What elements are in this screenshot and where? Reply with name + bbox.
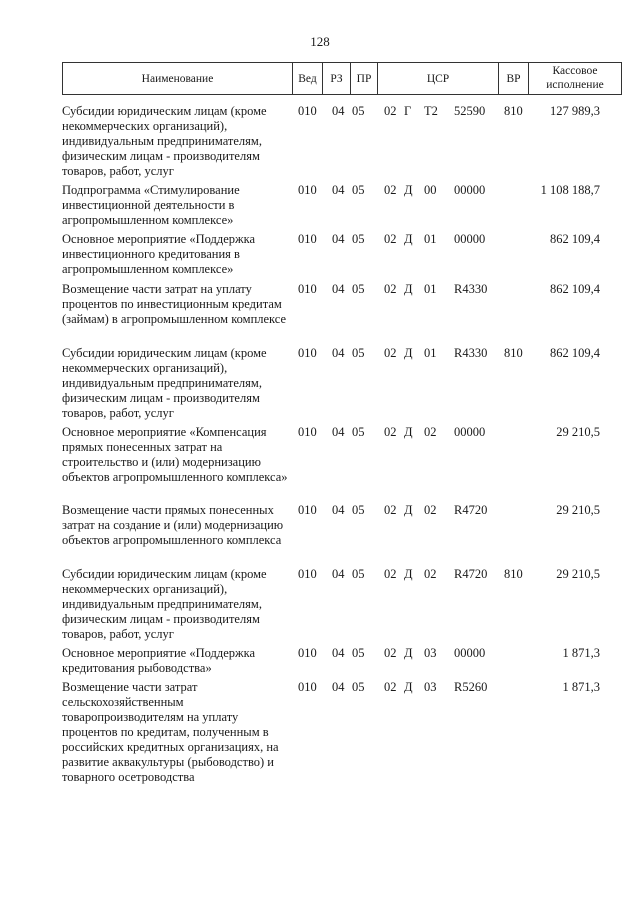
row-rz: 04 <box>332 425 345 439</box>
row-csr-direction: 00000 <box>454 425 486 439</box>
row-rz: 04 <box>332 104 345 118</box>
row-name: Основное мероприятие «Поддержка кредитования рыбоводства» <box>62 646 256 675</box>
row-name: Возмещение части прямых понесенных затрат на создание и (или) модернизацию объектов агропромышленного комплекса <box>62 503 284 547</box>
header-amount-line2: исполнение <box>546 79 604 91</box>
row-csr-subprogram: Д <box>404 425 413 439</box>
row-amount: 127 989,3 <box>550 104 600 118</box>
row-csr-subprogram: Д <box>404 346 413 360</box>
row-pr: 05 <box>352 503 365 517</box>
row-amount: 862 109,4 <box>550 232 600 246</box>
row-csr-measure: 02 <box>424 425 437 439</box>
row-ved: 010 <box>298 503 317 517</box>
header-top-border <box>62 62 622 63</box>
row-csr-subprogram: Д <box>404 503 413 517</box>
row-csr-direction: R4330 <box>454 282 488 296</box>
page-number: 128 <box>310 34 330 49</box>
header-right-border <box>621 62 622 95</box>
header-csr: ЦСР <box>426 73 450 85</box>
row-csr-subprogram: Д <box>404 646 413 660</box>
row-amount: 1 871,3 <box>562 680 600 694</box>
row-csr-subprogram: Д <box>404 680 413 694</box>
row-pr: 05 <box>352 646 365 660</box>
row-rz: 04 <box>332 232 345 246</box>
row-pr: 05 <box>352 680 365 694</box>
header-name: Наименование <box>141 73 214 85</box>
row-csr-direction: R4330 <box>454 346 488 360</box>
row-csr-measure: 03 <box>424 680 437 694</box>
row-ved: 010 <box>298 183 317 197</box>
row-pr: 05 <box>352 282 365 296</box>
row-pr: 05 <box>352 104 365 118</box>
header-rz: РЗ <box>330 73 343 85</box>
row-csr-subprogram: Д <box>404 567 413 581</box>
row-amount: 862 109,4 <box>550 282 600 296</box>
row-pr: 05 <box>352 232 365 246</box>
row-csr-program: 02 <box>384 503 397 517</box>
row-csr-measure: 02 <box>424 567 437 581</box>
row-rz: 04 <box>332 680 345 694</box>
row-vr: 810 <box>504 346 523 360</box>
row-rz: 04 <box>332 567 345 581</box>
row-csr-measure: 01 <box>424 346 437 360</box>
row-csr-measure: 01 <box>424 282 437 296</box>
row-csr-program: 02 <box>384 646 397 660</box>
row-name: Возмещение части затрат на уплату процентов по инвестиционным кредитам (займам) в агропромышленном комплексе <box>62 282 287 326</box>
row-csr-program: 02 <box>384 680 397 694</box>
row-rz: 04 <box>332 503 345 517</box>
row-name: Возмещение части затрат сельскохозяйственным товаропроизводителям на уплату процентов по кредитам, полученным в российских кредитных организациях, на развитие аквакультуры (рыбоводство) и товарного осетроводства <box>62 680 279 784</box>
row-ved: 010 <box>298 232 317 246</box>
row-csr-program: 02 <box>384 567 397 581</box>
row-name: Основное мероприятие «Поддержка инвестиционного кредитования в агропромышленном комплексе» <box>62 232 256 276</box>
row-csr-direction: 00000 <box>454 232 486 246</box>
row-ved: 010 <box>298 680 317 694</box>
row-pr: 05 <box>352 346 365 360</box>
row-rz: 04 <box>332 646 345 660</box>
row-ved: 010 <box>298 282 317 296</box>
row-csr-direction: 00000 <box>454 183 486 197</box>
row-amount: 29 210,5 <box>556 503 600 517</box>
row-amount: 29 210,5 <box>556 425 600 439</box>
row-ved: 010 <box>298 567 317 581</box>
row-csr-program: 02 <box>384 232 397 246</box>
row-csr-program: 02 <box>384 425 397 439</box>
row-ved: 010 <box>298 104 317 118</box>
row-ved: 010 <box>298 425 317 439</box>
row-csr-measure: 03 <box>424 646 437 660</box>
row-csr-direction: R4720 <box>454 503 488 517</box>
row-name: Подпрограмма «Стимулирование инвестиционной деятельности в агропромышленном комплексе» <box>62 183 240 227</box>
row-csr-subprogram: Д <box>404 232 413 246</box>
row-csr-direction: 00000 <box>454 646 486 660</box>
row-vr: 810 <box>504 567 523 581</box>
header-amount-line1: Кассовое <box>552 65 598 77</box>
row-amount: 29 210,5 <box>556 567 600 581</box>
row-csr-program: 02 <box>384 282 397 296</box>
row-name: Субсидии юридическим лицам (кроме некоммерческих организаций), индивидуальным предпринимателям, физическим лицам - производителям товаров, работ, услуг <box>62 346 267 420</box>
header-bottom-border <box>62 94 622 95</box>
row-rz: 04 <box>332 282 345 296</box>
row-csr-subprogram: Г <box>404 104 412 118</box>
row-csr-measure: 01 <box>424 232 437 246</box>
row-pr: 05 <box>352 183 365 197</box>
row-csr-direction: 52590 <box>454 104 486 118</box>
row-csr-direction: R4720 <box>454 567 488 581</box>
row-csr-subprogram: Д <box>404 183 413 197</box>
row-rz: 04 <box>332 183 345 197</box>
row-amount: 1 871,3 <box>562 646 600 660</box>
row-csr-program: 02 <box>384 104 397 118</box>
row-name: Субсидии юридическим лицам (кроме некоммерческих организаций), индивидуальным предпринимателям, физическим лицам - производителям товаров, работ, услуг <box>62 567 267 641</box>
row-csr-measure: 00 <box>424 183 437 197</box>
row-pr: 05 <box>352 567 365 581</box>
row-csr-program: 02 <box>384 346 397 360</box>
row-name: Субсидии юридическим лицам (кроме некоммерческих организаций), индивидуальным предпринимателям, физическим лицам - производителям товаров, работ, услуг <box>62 104 267 178</box>
header-pr: ПР <box>356 73 372 85</box>
row-csr-measure: Т2 <box>424 104 438 118</box>
row-amount: 862 109,4 <box>550 346 600 360</box>
row-csr-program: 02 <box>384 183 397 197</box>
header-ved: Вед <box>298 73 317 85</box>
row-amount: 1 108 188,7 <box>540 183 600 197</box>
row-rz: 04 <box>332 346 345 360</box>
row-ved: 010 <box>298 646 317 660</box>
row-csr-direction: R5260 <box>454 680 488 694</box>
row-pr: 05 <box>352 425 365 439</box>
row-csr-subprogram: Д <box>404 282 413 296</box>
header-amount <box>529 64 621 92</box>
row-name: Основное мероприятие «Компенсация прямых понесенных затрат на строительство и (или) модернизацию объектов агропромышленного комплекса» <box>62 425 288 484</box>
row-csr-measure: 02 <box>424 503 437 517</box>
header-vr: ВР <box>506 73 521 85</box>
row-vr: 810 <box>504 104 523 118</box>
row-ved: 010 <box>298 346 317 360</box>
